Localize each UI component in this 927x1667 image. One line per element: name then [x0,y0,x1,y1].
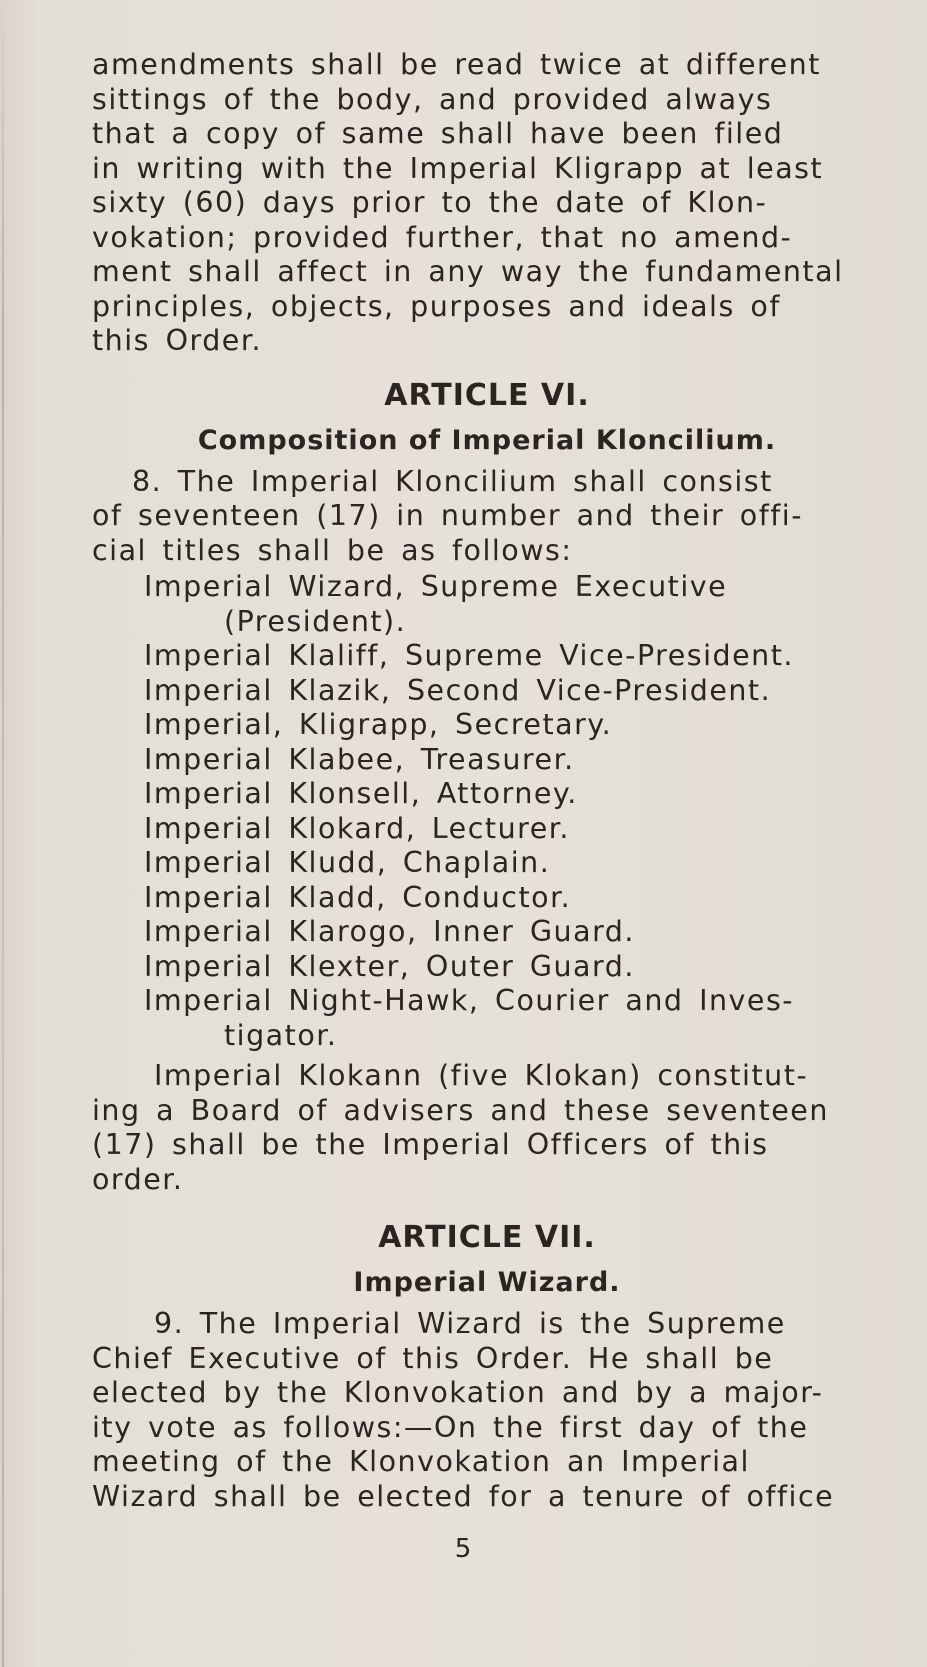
section-9-line-2: Chief Executive of this Order. He shall be [92,1341,774,1375]
officer-title: Imperial, Kligrapp, Secretary. [144,708,613,741]
page-binding-edge [2,0,4,1667]
opening-line-2: sittings of the body, and provided always [92,82,773,116]
officer-entry [144,570,882,639]
opening-line-8: principles, objects, purposes and ideals of [92,289,781,323]
officer-title: Imperial Klabee, Treasurer. [144,742,575,776]
article-vi-heading: ARTICLE VI. [384,377,590,413]
officer-title: Imperial Kludd, Chaplain. [144,846,551,879]
section-9-line-3: elected by the Klonvokation and by a major- [92,1376,824,1409]
officer-title: Imperial Klokard, Lecturer. [144,811,570,845]
officer-list [144,570,882,1053]
article-vi-title: Composition of Imperial Kloncilium. [197,424,777,456]
officer-title: Imperial Klexter, Outer Guard. [144,949,635,983]
opening-line-4: in writing with the Imperial Kligrapp at least [92,151,824,185]
officer-title: Imperial Klaliff, Supreme Vice-President. [144,639,794,672]
officer-title-continued: tigator. [224,1018,338,1052]
section-8-line-3: cial titles shall be as follows: [92,533,573,567]
opening-line-3: that a copy of same shall have been filed [92,117,784,150]
article-vii-heading: ARTICLE VII. [378,1220,596,1255]
section-9-line-1: 9. The Imperial Wizard is the Supreme [154,1307,786,1340]
officer-title: Imperial Klonsell, Attorney. [144,777,578,810]
officer-title: Imperial Klarogo, Inner Guard. [144,915,635,948]
opening-line-1: amendments shall be read twice at different [92,48,821,81]
closing-line-1: Imperial Klokann (five Klokan) constitut- [154,1059,809,1092]
page-content [92,48,882,1514]
section-8-line-2: of seventeen (17) in number and their offi- [92,499,803,532]
opening-line-6: vokation; provided further, that no amend- [92,220,793,254]
officer-title: Imperial Wizard, Supreme Executive [144,570,728,603]
opening-line-5: sixty (60) days prior to the date of Klon- [92,186,768,219]
section-8-line-1: 8. The Imperial Kloncilium shall consist [132,464,773,498]
officer-entry [144,984,882,1053]
closing-line-3: (17) shall be the Imperial Officers of this [92,1128,769,1161]
closing-line-4: order. [92,1162,184,1196]
officer-title: Imperial Night-Hawk, Courier and Inves- [144,984,795,1017]
closing-line-2: ing a Board of advisers and these seventeen [92,1093,829,1127]
section-8 [92,465,882,569]
officer-title: Imperial Klazik, Second Vice-President. [144,673,772,707]
opening-line-9: this Order. [92,324,262,357]
officer-title: Imperial Kladd, Conductor. [144,880,572,914]
officer-title-continued: (President). [224,604,407,638]
section-9-line-6: Wizard shall be elected for a tenure of office [92,1479,835,1513]
page-number: 5 [454,1534,473,1564]
article-vi-closing [92,1059,882,1197]
article-vii-title: Imperial Wizard. [353,1267,621,1298]
section-9 [92,1307,882,1514]
opening-paragraph [92,48,882,359]
section-9-line-4: ity vote as follows:—On the first day of the [92,1410,809,1444]
section-9-line-5: meeting of the Klonvokation an Imperial [92,1445,750,1478]
opening-line-7: ment shall affect in any way the fundamental [92,255,844,288]
